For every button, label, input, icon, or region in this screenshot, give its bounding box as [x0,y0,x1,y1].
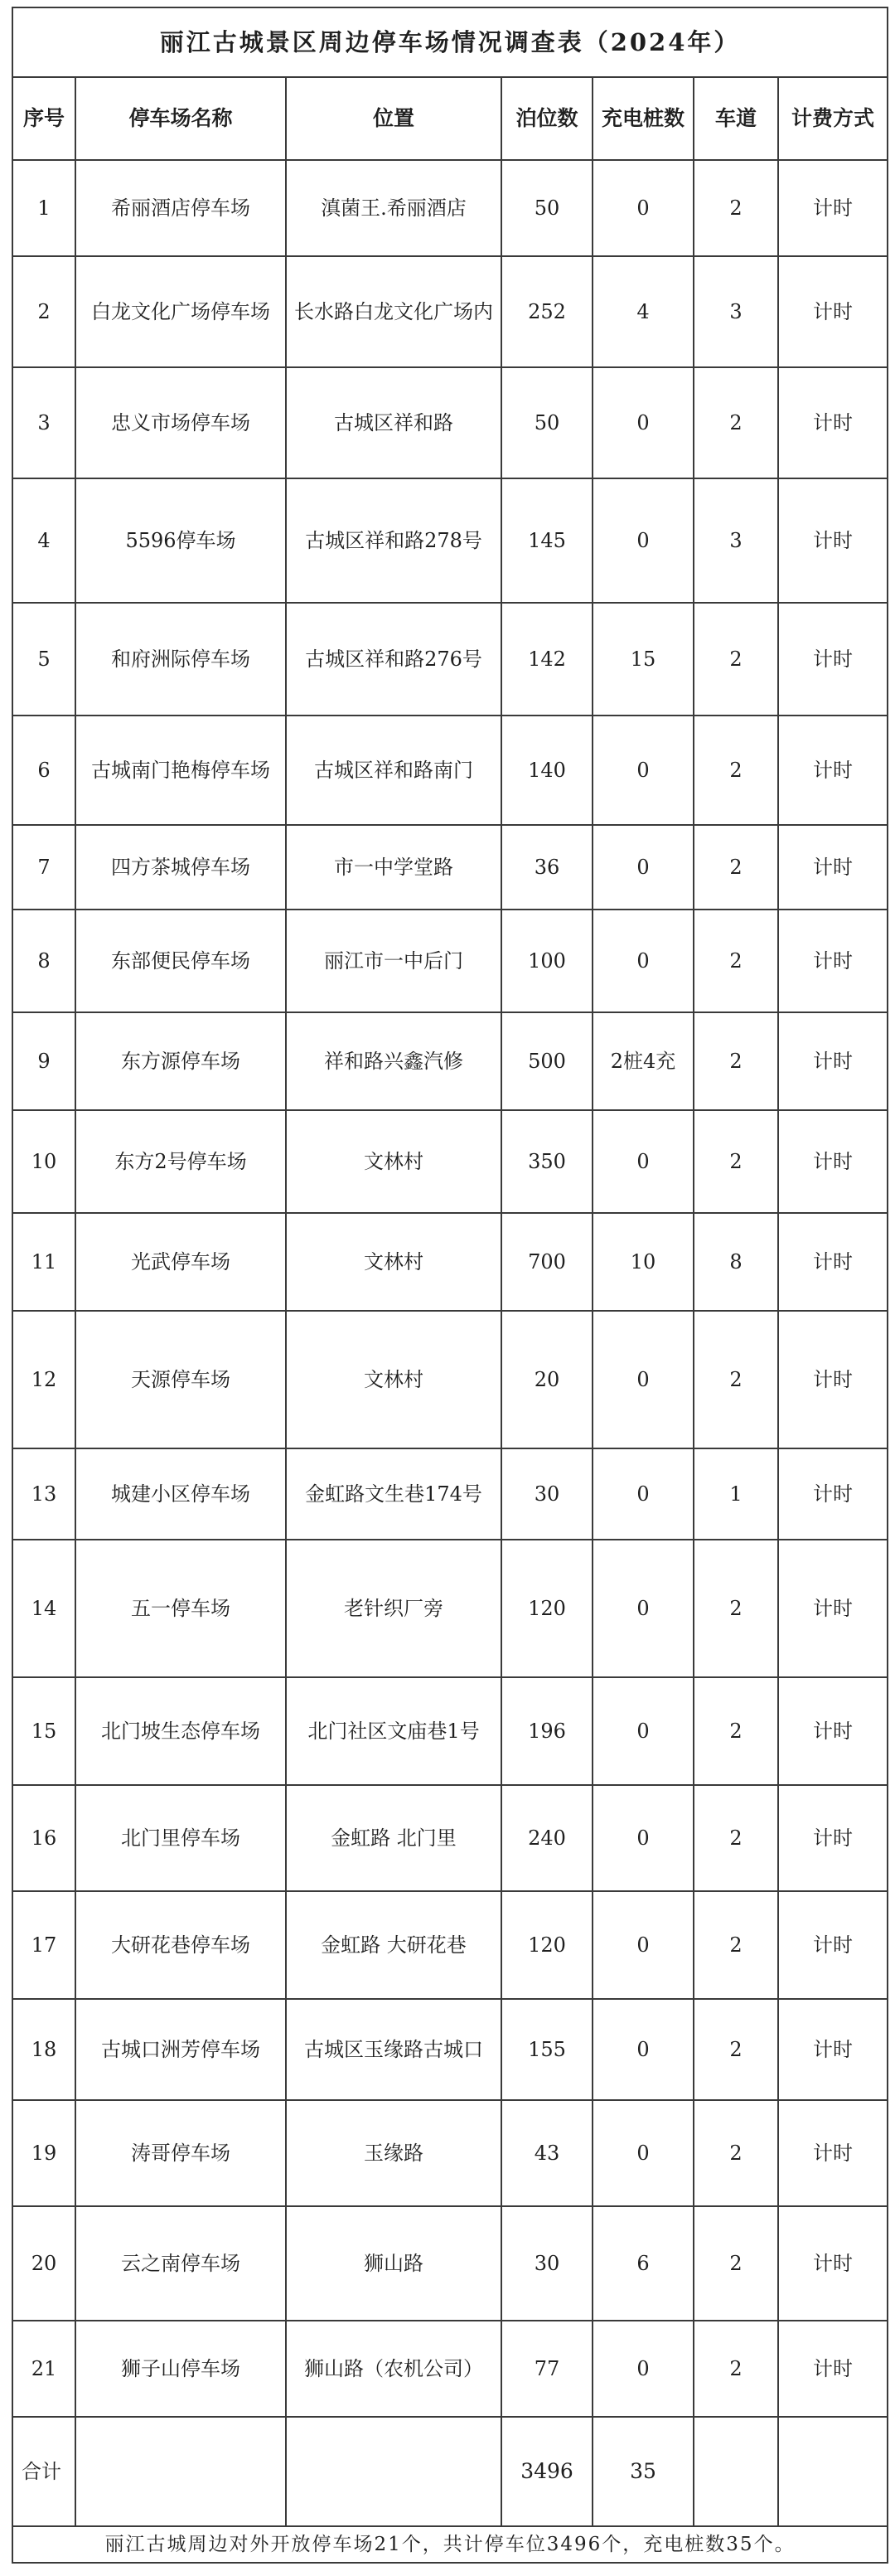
row-no: 5 [12,603,75,716]
row-billing: 计时 [778,160,888,256]
row-spaces: 196 [501,1677,593,1785]
table-row [12,1448,888,1540]
row-name: 忠义市场停车场 [75,367,286,478]
row-lanes: 2 [694,1110,778,1213]
row-chargers: 0 [593,1540,694,1677]
row-location: 古城区祥和路南门 [286,716,501,825]
row-chargers: 6 [593,2206,694,2321]
table-row [12,478,888,603]
row-lanes: 2 [694,2321,778,2417]
row-name: 光武停车场 [75,1213,286,1311]
row-chargers: 0 [593,1110,694,1213]
row-lanes: 2 [694,2206,778,2321]
row-no: 8 [12,910,75,1012]
table-row [12,2206,888,2321]
row-location: 老针织厂旁 [286,1540,501,1677]
row-billing: 计时 [778,2206,888,2321]
row-location: 文林村 [286,1311,501,1448]
row-billing: 计时 [778,1999,888,2100]
row-billing: 计时 [778,716,888,825]
row-chargers: 4 [593,256,694,367]
total-lanes-empty [694,2417,778,2526]
row-no: 14 [12,1540,75,1677]
row-chargers: 0 [593,478,694,603]
row-billing: 计时 [778,1677,888,1785]
row-lanes: 2 [694,1012,778,1110]
table-row [12,1110,888,1213]
row-no: 6 [12,716,75,825]
row-location: 文林村 [286,1213,501,1311]
row-location: 狮山路（农机公司） [286,2321,501,2417]
row-spaces: 36 [501,825,593,910]
row-name: 东方源停车场 [75,1012,286,1110]
row-name: 北门坡生态停车场 [75,1677,286,1785]
row-chargers: 0 [593,910,694,1012]
total-label: 合计 [12,2417,75,2526]
row-no: 20 [12,2206,75,2321]
row-no: 9 [12,1012,75,1110]
row-chargers: 0 [593,367,694,478]
row-no: 17 [12,1891,75,1999]
table-row [12,1891,888,1999]
row-location: 祥和路兴鑫汽修 [286,1012,501,1110]
table-row [12,1677,888,1785]
row-name: 天源停车场 [75,1311,286,1448]
header-no: 序号 [12,77,75,160]
row-billing: 计时 [778,1311,888,1448]
table-row [12,1213,888,1311]
row-location: 狮山路 [286,2206,501,2321]
total-chargers: 35 [593,2417,694,2526]
row-no: 4 [12,478,75,603]
row-spaces: 500 [501,1012,593,1110]
table-row [12,910,888,1012]
row-location: 古城区祥和路278号 [286,478,501,603]
table-row [12,716,888,825]
row-no: 13 [12,1448,75,1540]
row-billing: 计时 [778,825,888,910]
row-spaces: 30 [501,2206,593,2321]
row-name: 涛哥停车场 [75,2100,286,2206]
row-no: 1 [12,160,75,256]
row-billing: 计时 [778,603,888,716]
row-lanes: 2 [694,1311,778,1448]
row-chargers: 15 [593,603,694,716]
table-row [12,1012,888,1110]
row-billing: 计时 [778,1540,888,1677]
row-spaces: 140 [501,716,593,825]
row-location: 长水路白龙文化广场内 [286,256,501,367]
row-spaces: 240 [501,1785,593,1891]
total-location-empty [286,2417,501,2526]
row-name: 5596停车场 [75,478,286,603]
row-location: 滇菌王.希丽酒店 [286,160,501,256]
header-billing: 计费方式 [778,77,888,160]
row-billing: 计时 [778,1891,888,1999]
row-spaces: 700 [501,1213,593,1311]
row-billing: 计时 [778,256,888,367]
row-no: 12 [12,1311,75,1448]
row-lanes: 2 [694,367,778,478]
row-lanes: 2 [694,603,778,716]
table-row [12,603,888,716]
row-name: 云之南停车场 [75,2206,286,2321]
row-location: 金虹路 北门里 [286,1785,501,1891]
total-spaces: 3496 [501,2417,593,2526]
header-row [12,77,888,160]
row-no: 10 [12,1110,75,1213]
row-no: 18 [12,1999,75,2100]
row-name: 北门里停车场 [75,1785,286,1891]
row-lanes: 2 [694,1999,778,2100]
row-chargers: 0 [593,825,694,910]
table-row [12,1540,888,1677]
row-no: 21 [12,2321,75,2417]
row-name: 东部便民停车场 [75,910,286,1012]
table-row [12,256,888,367]
row-location: 玉缘路 [286,2100,501,2206]
row-chargers: 0 [593,1311,694,1448]
row-name: 四方茶城停车场 [75,825,286,910]
row-no: 2 [12,256,75,367]
table-row [12,1999,888,2100]
row-chargers: 0 [593,1448,694,1540]
row-spaces: 50 [501,160,593,256]
row-lanes: 2 [694,1677,778,1785]
row-lanes: 8 [694,1213,778,1311]
summary-note: 丽江古城周边对外开放停车场21个，共计停车位3496个，充电桩数35个。 [12,2526,888,2563]
row-name: 古城南门艳梅停车场 [75,716,286,825]
row-name: 大研花巷停车场 [75,1891,286,1999]
row-chargers: 0 [593,2321,694,2417]
row-chargers: 0 [593,160,694,256]
row-location: 市一中学堂路 [286,825,501,910]
total-name-empty [75,2417,286,2526]
row-no: 19 [12,2100,75,2206]
row-chargers: 0 [593,1677,694,1785]
row-no: 16 [12,1785,75,1891]
row-billing: 计时 [778,367,888,478]
row-chargers: 0 [593,716,694,825]
table-title: 丽江古城景区周边停车场情况调查表（2024年） [12,7,888,77]
row-lanes: 1 [694,1448,778,1540]
row-chargers: 0 [593,2100,694,2206]
table-row [12,160,888,256]
row-lanes: 2 [694,910,778,1012]
row-chargers: 2桩4充 [593,1012,694,1110]
header-location: 位置 [286,77,501,160]
row-spaces: 77 [501,2321,593,2417]
row-spaces: 350 [501,1110,593,1213]
row-name: 和府洲际停车场 [75,603,286,716]
row-billing: 计时 [778,910,888,1012]
row-no: 7 [12,825,75,910]
row-name: 狮子山停车场 [75,2321,286,2417]
row-name: 古城口洲芳停车场 [75,1999,286,2100]
row-name: 东方2号停车场 [75,1110,286,1213]
row-lanes: 2 [694,1891,778,1999]
row-name: 白龙文化广场停车场 [75,256,286,367]
row-no: 15 [12,1677,75,1785]
header-spaces: 泊位数 [501,77,593,160]
row-location: 金虹路文生巷174号 [286,1448,501,1540]
row-lanes: 2 [694,2100,778,2206]
row-spaces: 120 [501,1891,593,1999]
row-location: 古城区玉缘路古城口 [286,1999,501,2100]
row-chargers: 0 [593,1999,694,2100]
row-spaces: 142 [501,603,593,716]
row-location: 文林村 [286,1110,501,1213]
row-chargers: 0 [593,1891,694,1999]
row-billing: 计时 [778,1110,888,1213]
row-lanes: 3 [694,256,778,367]
row-spaces: 50 [501,367,593,478]
row-billing: 计时 [778,478,888,603]
row-billing: 计时 [778,1448,888,1540]
row-billing: 计时 [778,2100,888,2206]
table-row [12,2321,888,2417]
row-chargers: 0 [593,1785,694,1891]
table-row [12,1311,888,1448]
row-spaces: 145 [501,478,593,603]
row-location: 北门社区文庙巷1号 [286,1677,501,1785]
summary-note-row [12,2526,888,2563]
total-billing-empty [778,2417,888,2526]
row-billing: 计时 [778,1785,888,1891]
title-row [12,7,888,77]
row-lanes: 2 [694,825,778,910]
total-row [12,2417,888,2526]
header-lanes: 车道 [694,77,778,160]
row-location: 丽江市一中后门 [286,910,501,1012]
row-lanes: 2 [694,1785,778,1891]
table-row [12,825,888,910]
table-row [12,367,888,478]
row-spaces: 252 [501,256,593,367]
row-billing: 计时 [778,2321,888,2417]
row-spaces: 100 [501,910,593,1012]
header-name: 停车场名称 [75,77,286,160]
table-row [12,1785,888,1891]
row-spaces: 120 [501,1540,593,1677]
row-no: 11 [12,1213,75,1311]
row-chargers: 10 [593,1213,694,1311]
row-billing: 计时 [778,1213,888,1311]
row-no: 3 [12,367,75,478]
row-location: 古城区祥和路 [286,367,501,478]
row-name: 希丽酒店停车场 [75,160,286,256]
table-row [12,2100,888,2206]
header-chargers: 充电桩数 [593,77,694,160]
row-spaces: 155 [501,1999,593,2100]
row-location: 金虹路 大研花巷 [286,1891,501,1999]
row-lanes: 2 [694,716,778,825]
row-billing: 计时 [778,1012,888,1110]
row-lanes: 3 [694,478,778,603]
row-spaces: 20 [501,1311,593,1448]
row-lanes: 2 [694,1540,778,1677]
parking-survey-table [12,7,888,2564]
row-location: 古城区祥和路276号 [286,603,501,716]
row-spaces: 30 [501,1448,593,1540]
row-name: 五一停车场 [75,1540,286,1677]
row-lanes: 2 [694,160,778,256]
row-name: 城建小区停车场 [75,1448,286,1540]
row-spaces: 43 [501,2100,593,2206]
